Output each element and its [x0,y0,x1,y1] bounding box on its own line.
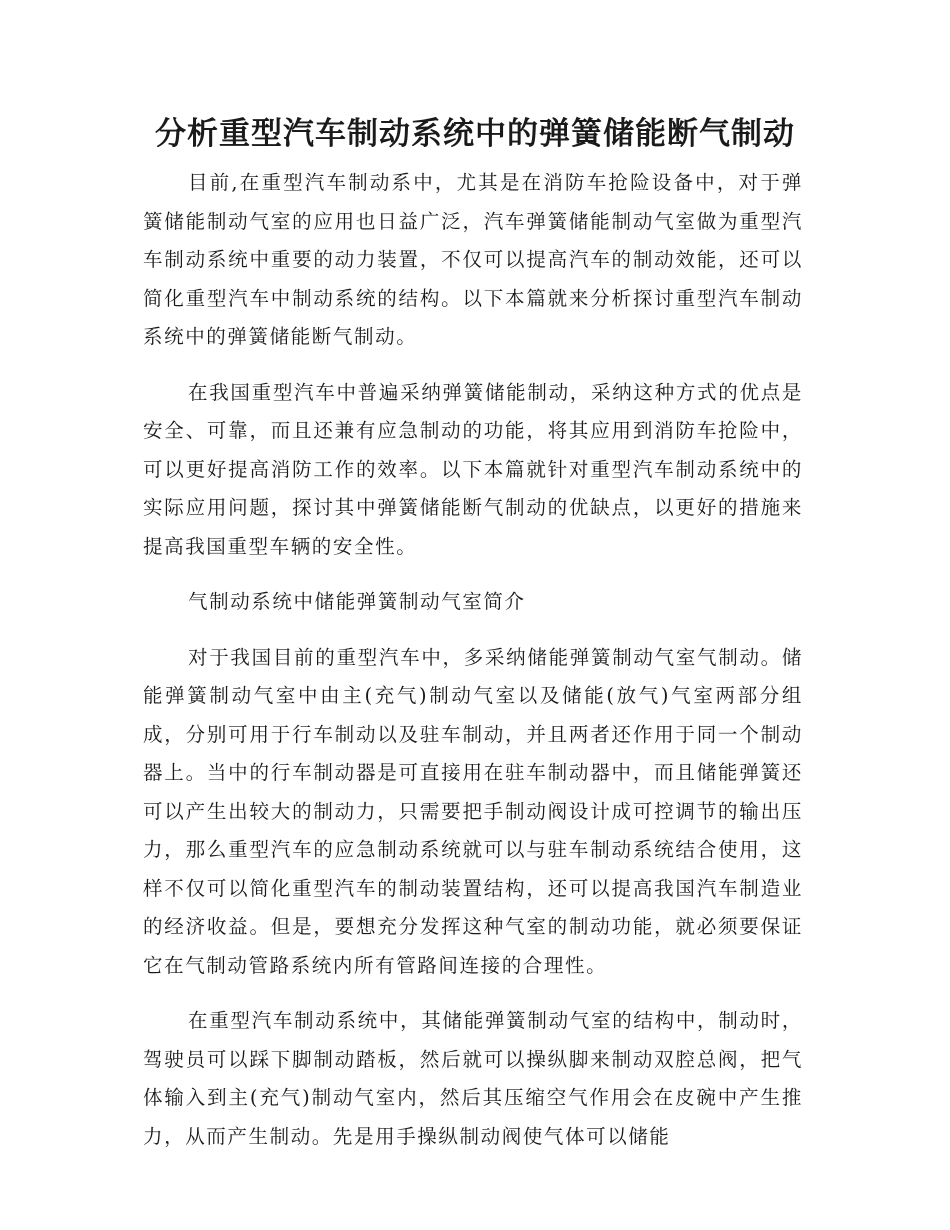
document-title: 分析重型汽车制动系统中的弹簧储能断气制动 [155,116,795,152]
paragraph-chamber-overview: 对于我国目前的重型汽车中，多采纳储能弹簧制动气室气制动。储能弹簧制动气室中由主(充气)制动气室以及储能(放气)气室两部分组成，分别可用于行车制动以及驻车制动，并且两者还作用于同一个制动器上。当中的行车制动器是可直接用在驻车制动器中，而且储能弹簧还可以产生出较大的制动力，只需要把手制动阀设计成可控调节的输出压力，那么重型汽车的应急制动系统就可以与驻车制动系统结合使用，这样不仅可以简化重型汽车的制动装置结构，还可以提高我国汽车制造业的经济收益。但是，要想充分发挥这种气室的制动功能，就必须要保证它在气制动管路系统内所有管路间连接的合理性。 [143,645,803,977]
paragraph-chamber-structure: 在重型汽车制动系统中，其储能弹簧制动气室的结构中，制动时，驾驶员可以踩下脚制动踏板，然后就可以操纵脚来制动双腔总阀，把气体输入到主(充气)制动气室内，然后其压缩空气作用会在皮碗中产生推力，从而产生制动。先是用手操纵制动阀使气体可以储能 [143,1009,803,1148]
paragraph-background: 在我国重型汽车中普遍采纳弹簧储能制动，采纳这种方式的优点是安全、可靠，而且还兼有应急制动的功能，将其应用到消防车抢险中，可以更好提高消防工作的效率。以下本篇就针对重型汽车制动系统中的实际应用问题，探讨其中弹簧储能断气制动的优缺点，以更好的措施来提高我国重型车辆的安全性。 [143,380,803,558]
document-body [143,164,803,1173]
paragraph-intro: 目前,在重型汽车制动系中，尤其是在消防车抢险设备中，对于弹簧储能制动气室的应用也日益广泛，汽车弹簧储能制动气室做为重型汽车制动系统中重要的动力装置，不仅可以提高汽车的制动效能，还可以简化重型汽车中制动系统的结构。以下本篇就来分析探讨重型汽车制动系统中的弹簧储能断气制动。 [143,171,803,348]
section-heading: 气制动系统中储能弹簧制动气室简介 [188,590,526,613]
